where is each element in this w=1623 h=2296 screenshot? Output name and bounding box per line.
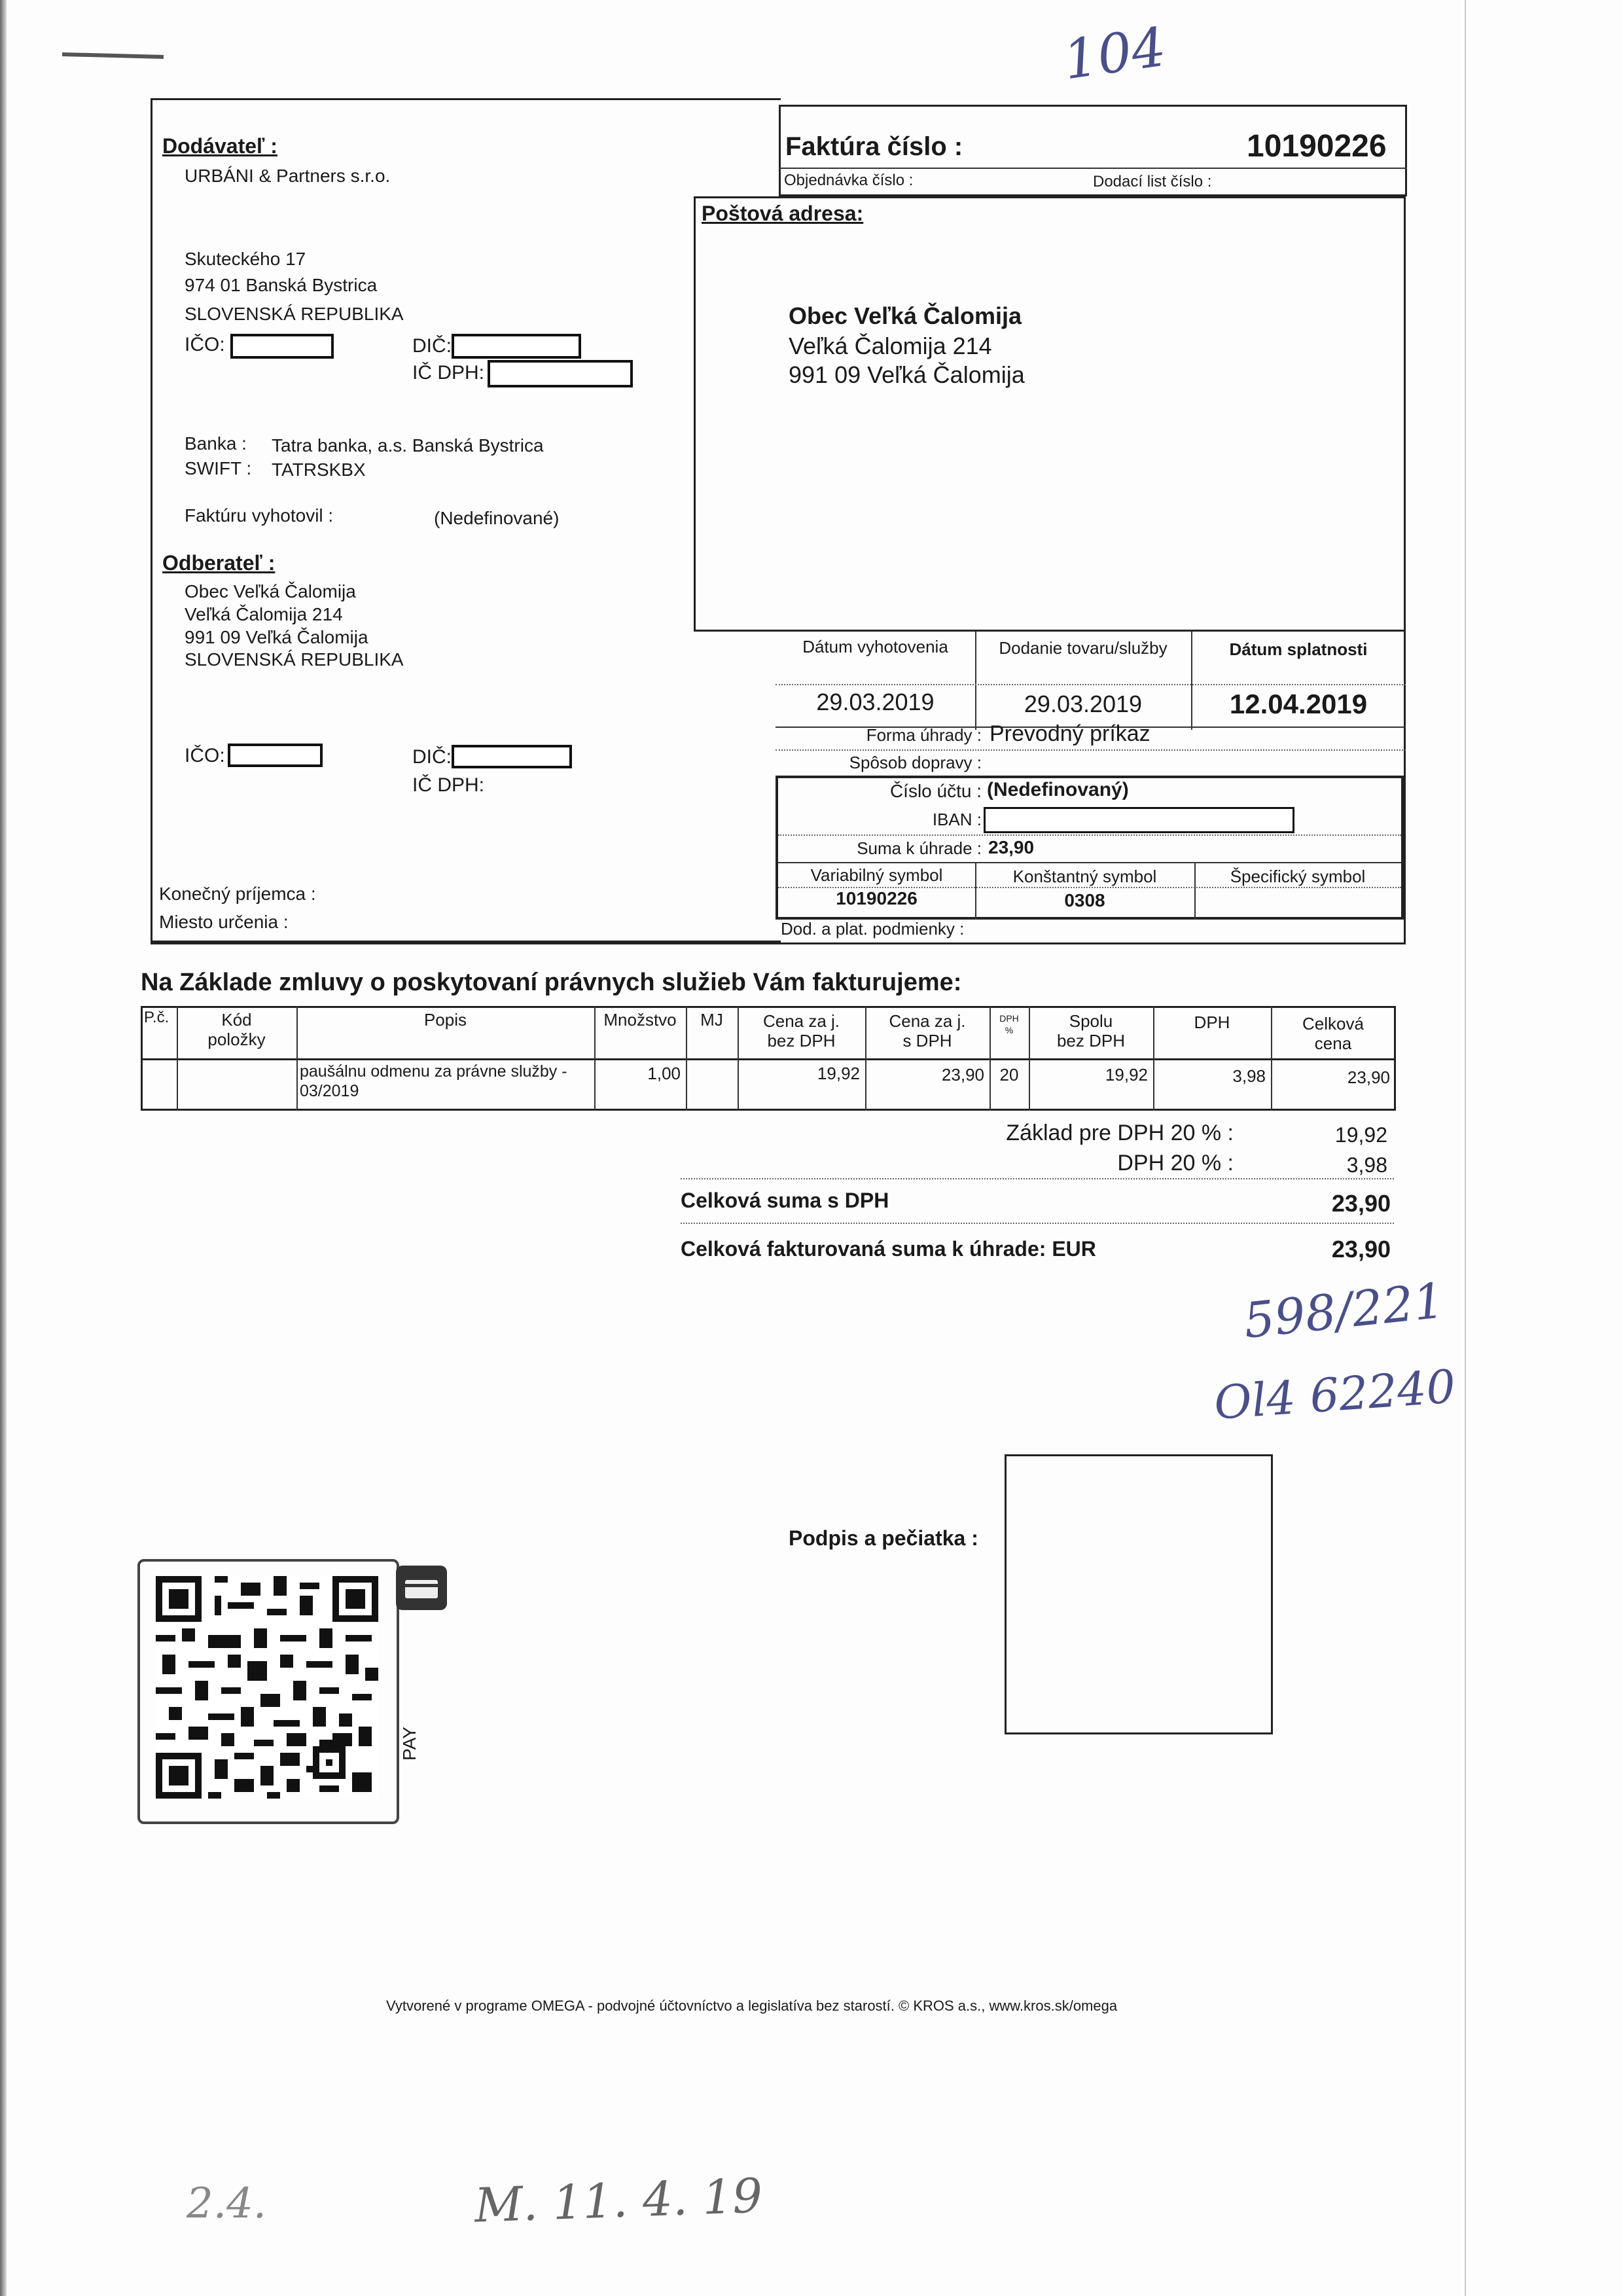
row-cena-bez: 19,92 xyxy=(817,1064,860,1083)
signature-box xyxy=(1005,1454,1273,1734)
scan-edge-right xyxy=(1465,0,1466,2296)
th-cena-bez: Cena za j. bez DPH xyxy=(762,1011,840,1050)
delivery-note-label: Dodací list číslo : xyxy=(1093,173,1212,190)
invoice-number: 10190226 xyxy=(1247,129,1387,164)
final-recipient-label: Konečný príjemca : xyxy=(159,884,316,904)
supplier-city: 974 01 Banská Bystrica xyxy=(185,275,378,295)
postal-name: Obec Veľká Čalomija xyxy=(789,302,1022,329)
constant-symbol-label: Konštantný symbol xyxy=(1012,867,1157,886)
th-pc: P.č. xyxy=(144,1009,169,1026)
totals-line-1 xyxy=(681,1178,1394,1179)
postal-city: 991 09 Veľká Čalomija xyxy=(789,361,1025,388)
date-issued-label: Dátum vyhotovenia xyxy=(802,637,948,656)
handwritten-bottom-left: 2.4. xyxy=(187,2179,267,2228)
row-spolu-bez: 19,92 xyxy=(1105,1065,1148,1085)
supplier-street: Skuteckého 17 xyxy=(185,249,306,269)
supplier-heading: Dodávateľ : xyxy=(162,134,277,158)
total-due-label: Celková fakturovaná suma k úhrade: EUR xyxy=(681,1237,1096,1261)
postal-street: Veľká Čalomija 214 xyxy=(789,332,992,359)
customer-street: Veľká Čalomija 214 xyxy=(185,604,343,624)
payment-form-label: Forma úhrady : xyxy=(866,725,982,745)
th-dph-pct: DPH % xyxy=(999,1013,1019,1035)
redacted-supplier-icdph xyxy=(488,360,633,387)
invoice-title: Faktúra číslo : xyxy=(785,132,963,161)
terms-label: Dod. a plat. podmienky : xyxy=(781,919,965,939)
pay-card-icon xyxy=(396,1566,447,1610)
handwritten-bottom-date: M. 11. 4. 19 xyxy=(473,2168,764,2233)
payment-form-line xyxy=(776,749,1406,751)
pay-label: PAY xyxy=(399,1727,419,1761)
supplier-bank-value: Tatra banka, a.s. Banská Bystrica xyxy=(272,435,544,456)
specific-symbol-label: Špecifický symbol xyxy=(1230,867,1366,886)
totals-line-2 xyxy=(681,1223,1394,1224)
th-mnozstvo: Množstvo xyxy=(603,1010,677,1030)
date-issued: 29.03.2019 xyxy=(816,689,935,715)
row-celkova: 23,90 xyxy=(1347,1067,1390,1087)
symbols-top-line xyxy=(778,862,1401,863)
row-cena-s: 23,90 xyxy=(941,1065,984,1085)
amount-due-label: Suma k úhrade : xyxy=(857,838,982,858)
supplier-dic-label: DIČ: xyxy=(412,335,452,357)
account-label: Číslo účtu : xyxy=(889,781,982,801)
vat-base-label: Základ pre DPH 20 % : xyxy=(1006,1121,1234,1145)
row-mnozstvo: 1,00 xyxy=(647,1064,681,1083)
date-delivery: 29.03.2019 xyxy=(1024,691,1143,717)
customer-name: Obec Veľká Čalomija xyxy=(185,581,356,601)
customer-city: 991 09 Veľká Čalomija xyxy=(185,627,368,647)
redacted-customer-ico xyxy=(228,744,323,767)
destination-label: Miesto určenia : xyxy=(159,912,289,932)
supplier-name: URBÁNI & Partners s.r.o. xyxy=(185,166,391,186)
order-number-label: Objednávka číslo : xyxy=(784,171,914,189)
row-dph-pct: 20 xyxy=(999,1065,1019,1085)
constant-symbol: 0308 xyxy=(1064,890,1105,910)
redacted-supplier-ico xyxy=(230,334,334,359)
transport-label: Spôsob dopravy : xyxy=(849,753,982,772)
th-spolu-bez: Spolu bez DPH xyxy=(1056,1011,1126,1050)
supplier-icdph-label: IČ DPH: xyxy=(412,362,485,384)
customer-ico-label: IČO: xyxy=(185,745,225,766)
dates-header-line xyxy=(776,684,1406,685)
billing-intro: Na Základe zmluvy o poskytovaní právnych služieb Vám fakturujeme: xyxy=(141,969,962,996)
handwritten-note-1: 598/221 xyxy=(1241,1272,1448,1350)
total-with-vat-value: 23,90 xyxy=(1331,1190,1391,1217)
row-popis: paušálnu odmenu za právne služby - 03/2019 xyxy=(300,1062,567,1100)
postal-address-frame xyxy=(694,196,1406,632)
customer-icdph-label: IČ DPH: xyxy=(412,774,485,796)
th-dph: DPH xyxy=(1194,1013,1230,1032)
issued-by-label: Faktúru vyhotovil : xyxy=(185,505,334,526)
supplier-swift-label: SWIFT : xyxy=(185,458,252,478)
date-due-label: Dátum splatnosti xyxy=(1229,639,1368,659)
handwritten-number: 104 xyxy=(1060,16,1170,92)
invoice-number-divider xyxy=(779,168,1407,169)
header-bottom-line xyxy=(151,942,1406,944)
th-cena-s: Cena za j. s DPH xyxy=(889,1011,966,1050)
supplier-swift-value: TATRSKBX xyxy=(272,459,366,480)
iban-line xyxy=(778,834,1401,836)
variable-symbol: 10190226 xyxy=(836,888,918,908)
date-delivery-label: Dodanie tovaru/služby xyxy=(999,638,1168,658)
customer-dic-label: DIČ: xyxy=(412,746,452,768)
customer-country: SLOVENSKÁ REPUBLIKA xyxy=(185,649,404,670)
variable-symbol-label: Variabilný symbol xyxy=(810,865,943,885)
row-dph: 3,98 xyxy=(1232,1066,1266,1086)
qr-code-icon xyxy=(156,1576,378,1799)
th-kod: Kód položky xyxy=(207,1010,266,1049)
account-value: (Nedefinovaný) xyxy=(987,779,1129,800)
total-due-value: 23,90 xyxy=(1331,1236,1391,1263)
signature-label: Podpis a pečiatka : xyxy=(789,1526,978,1550)
vat-label: DPH 20 % : xyxy=(1117,1151,1234,1175)
date-due: 12.04.2019 xyxy=(1229,689,1368,719)
supplier-bank-label: Banka : xyxy=(185,433,247,454)
issued-by-value: (Nedefinované) xyxy=(434,508,560,528)
supplier-ico-label: IČO: xyxy=(185,334,225,355)
iban-label: IBAN : xyxy=(932,810,982,829)
supplier-country: SLOVENSKÁ REPUBLIKA xyxy=(185,304,404,324)
redacted-iban xyxy=(984,807,1294,833)
th-celkova: Celková cena xyxy=(1302,1014,1364,1053)
vat-value: 3,98 xyxy=(1346,1153,1387,1177)
scan-mark-top-left xyxy=(62,52,164,59)
redacted-supplier-dic xyxy=(452,334,581,359)
handwritten-note-2: Ol4 62240 xyxy=(1212,1359,1457,1430)
vat-base-value: 19,92 xyxy=(1334,1123,1387,1147)
customer-heading: Odberateľ : xyxy=(162,551,276,575)
footer-credit: Vytvorené v programe OMEGA - podvojné účtovníctvo a legislatíva bez starostí. © KROS a.s., www.kros.sk/omega xyxy=(386,1998,1118,2014)
payment-form: Prevodný príkaz xyxy=(990,721,1150,746)
postal-address-heading: Poštová adresa: xyxy=(702,202,864,225)
total-with-vat-label: Celková suma s DPH xyxy=(681,1189,889,1212)
amount-due: 23,90 xyxy=(988,837,1035,857)
redacted-customer-dic xyxy=(452,745,572,768)
th-mj: MJ xyxy=(700,1010,723,1030)
scan-edge-left xyxy=(0,0,7,2296)
th-popis: Popis xyxy=(423,1010,467,1030)
items-header-line xyxy=(141,1058,1396,1060)
